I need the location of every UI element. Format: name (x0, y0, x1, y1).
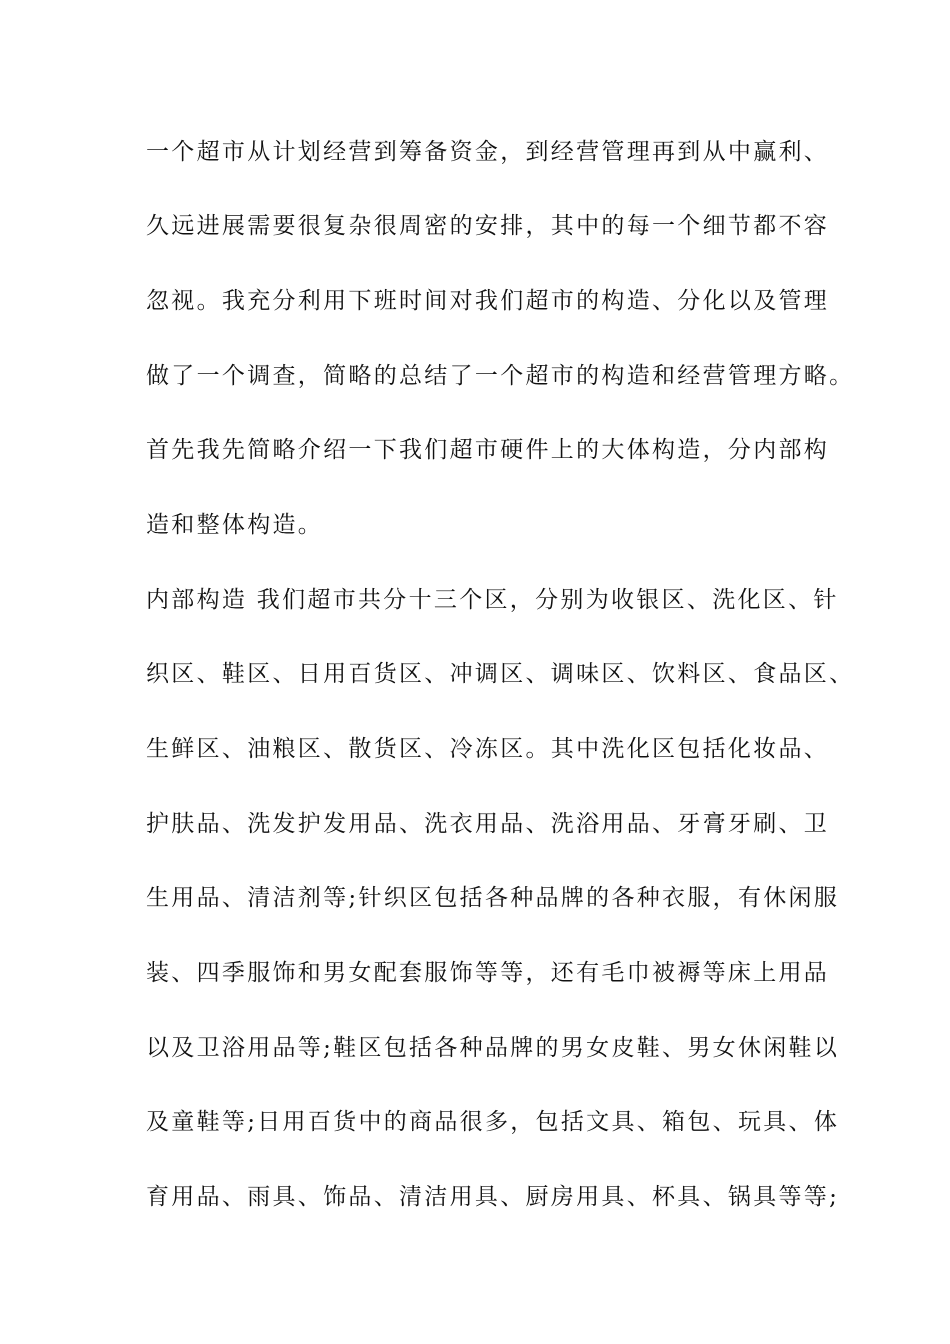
text-line-3: 忽视。我充分利用下班时间对我们超市的构造、分化以及管理 (146, 288, 830, 314)
text-line-14: 及童鞋等;日用百货中的商品很多，包括文具、箱包、玩具、体 (146, 1109, 840, 1135)
text-line-12: 装、四季服饰和男女配套服饰等等，还有毛巾被褥等床上用品 (146, 960, 830, 986)
text-line-4: 做了一个调查，简略的总结了一个超市的构造和经营管理方略。 (146, 363, 855, 389)
text-line-13: 以及卫浴用品等;鞋区包括各种品牌的男女皮鞋、男女休闲鞋以 (146, 1035, 840, 1061)
text-line-6: 造和整体构造。 (146, 512, 324, 538)
text-line-7: 内部构造 我们超市共分十三个区，分别为收银区、洗化区、针 (146, 587, 839, 613)
text-line-9: 生鲜区、油粮区、散货区、冷冻区。其中洗化区包括化妆品、 (146, 736, 830, 762)
text-line-11: 生用品、清洁剂等;针织区包括各种品牌的各种衣服，有休闲服 (146, 885, 840, 911)
text-line-15: 育用品、雨具、饰品、清洁用具、厨房用具、杯具、锅具等等; (146, 1184, 840, 1210)
text-line-8: 织区、鞋区、日用百货区、冲调区、调味区、饮料区、食品区、 (146, 661, 855, 687)
text-line-5: 首先我先简略介绍一下我们超市硬件上的大体构造，分内部构 (146, 437, 830, 463)
text-line-1: 一个超市从计划经营到筹备资金，到经营管理再到从中赢利、 (146, 139, 830, 165)
text-line-10: 护肤品、洗发护发用品、洗衣用品、洗浴用品、牙膏牙刷、卫 (146, 811, 830, 837)
text-line-2: 久远进展需要很复杂很周密的安排，其中的每一个细节都不容 (146, 213, 830, 239)
